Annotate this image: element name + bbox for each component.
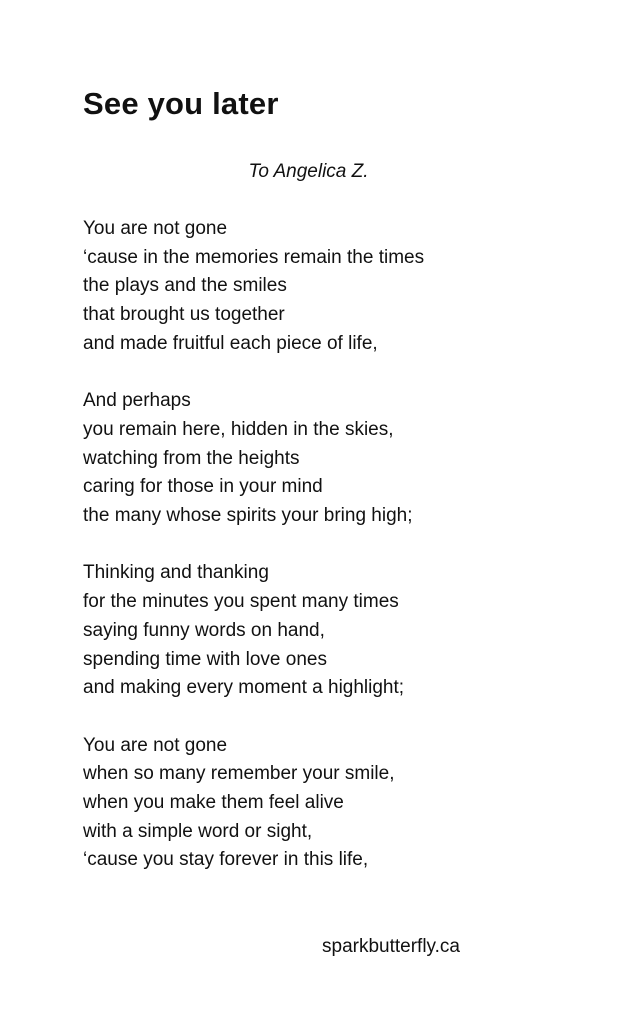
- poem-line: Thinking and thanking: [83, 562, 269, 584]
- poem-line: ‘cause in the memories remain the times: [83, 246, 425, 268]
- poem-line: spending time with love ones: [83, 648, 327, 670]
- poem-line: ‘cause you stay forever in this life,: [83, 849, 369, 871]
- stanza-2: [83, 387, 603, 531]
- poem-line: that brought us together: [83, 304, 285, 326]
- poem-title: See you later: [83, 86, 279, 121]
- poem-line: with a simple word or sight,: [83, 820, 313, 842]
- poem-line: watching from the heights: [83, 447, 300, 469]
- stanza-4: [83, 732, 603, 876]
- poem-line: you remain here, hidden in the skies,: [83, 418, 394, 440]
- poem-line: for the minutes you spent many times: [83, 591, 399, 613]
- stanza-3: [83, 559, 603, 703]
- poem-line: the plays and the smiles: [83, 275, 287, 297]
- website-credit: sparkbutterfly.ca: [322, 936, 460, 957]
- poem-line: You are not gone: [83, 734, 228, 756]
- poem-line: And perhaps: [83, 390, 191, 412]
- poem-line: when you make them feel alive: [83, 792, 344, 814]
- poem-dedication: To Angelica Z.: [248, 161, 369, 182]
- poem-line: the many whose spirits your bring high;: [83, 505, 413, 527]
- poem-line: and made fruitful each piece of life,: [83, 332, 378, 354]
- stanza-1: [83, 215, 603, 359]
- poem-body: [83, 215, 603, 904]
- poem-line: and making every moment a highlight;: [83, 677, 405, 699]
- poem-line: You are not gone: [83, 218, 228, 239]
- poem-line: saying funny words on hand,: [83, 619, 325, 641]
- poem-line: caring for those in your mind: [83, 476, 323, 498]
- poem-line: when so many remember your smile,: [83, 763, 395, 785]
